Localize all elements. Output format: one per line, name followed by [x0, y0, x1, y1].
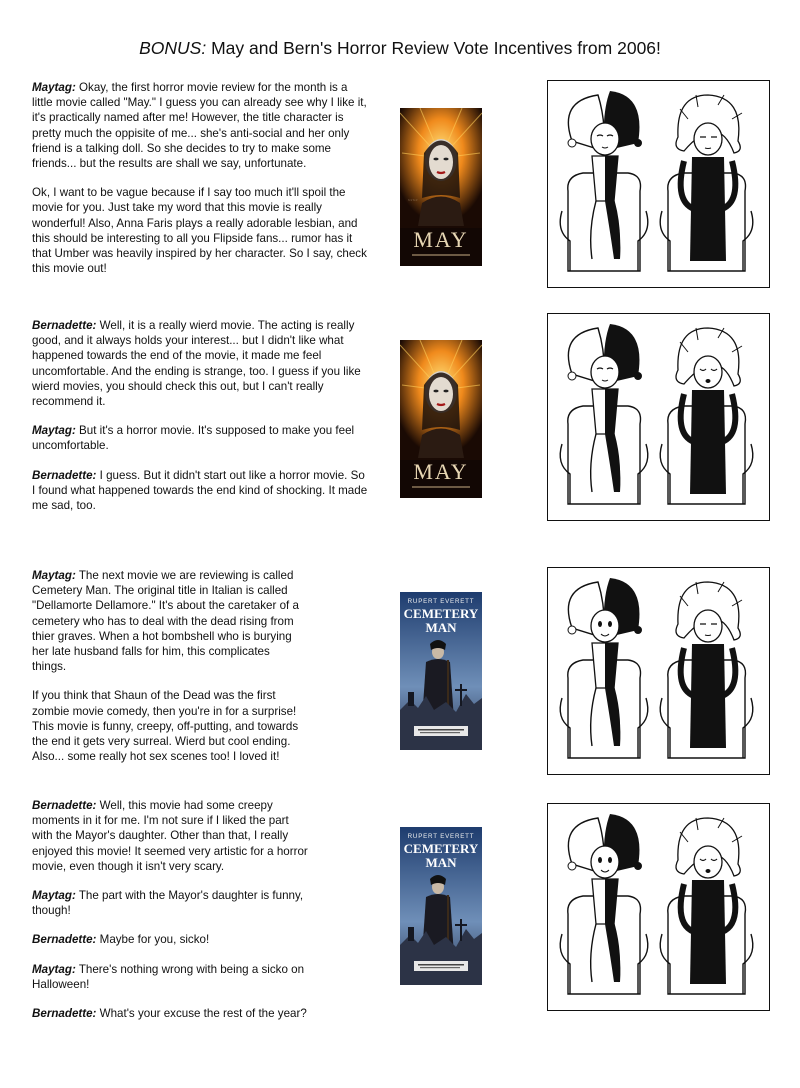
- may-poster-title: MAY: [413, 459, 469, 484]
- paragraph: [32, 1006, 308, 1021]
- paragraph: [32, 798, 308, 874]
- paragraph-text: The part with the Mayor's daughter is funny, though!: [32, 889, 304, 918]
- paragraph: [32, 185, 368, 276]
- paragraph: [32, 962, 308, 992]
- speaker-label: Maytag:: [32, 81, 76, 94]
- comic-characters-illustration: [548, 81, 768, 286]
- cemetery-poster-title-2: MAN: [425, 620, 457, 635]
- paragraph-text: But it's a horror movie. It's supposed to make you feel uncomfortable.: [32, 424, 355, 453]
- speaker-label: Bernadette:: [32, 933, 97, 947]
- page-title: [0, 38, 800, 59]
- paragraph: [32, 80, 368, 171]
- paragraph-text: Well, it is a really wierd movie. The acting is really good, and it always holds your interest... but I didn't like what happened towards the end of the movie, it made me feel uncomfortable. And the ending is strange, too. I guess if you like wierd movies, you should check this out, but I can't really recommend it.: [32, 319, 361, 409]
- comic-characters-illustration: [548, 568, 768, 773]
- review-text-cemetery-bernadette: [32, 798, 308, 1035]
- comic-panel-1: [547, 80, 770, 288]
- svg-text:~ ~ ~ ~: ~ ~ ~ ~: [408, 198, 418, 202]
- title-rest: May and Bern's Horror Review Vote Incentives from 2006!: [211, 38, 661, 58]
- paragraph-text: The next movie we are reviewing is called Cemetery Man. The original title in Italian is called "Dellamorte Dellamore." It's about the caretaker of a cemetery who has to deal with the dead rising from thier graves. When a hot bombshell who is burying her late husband falls for him, this complicates things.: [32, 569, 299, 674]
- paragraph: [32, 932, 308, 947]
- speaker-label: Maytag:: [32, 569, 76, 582]
- comic-characters-illustration: [548, 804, 768, 1009]
- title-bonus: BONUS:: [139, 38, 207, 58]
- review-text-cemetery-maytag: [32, 568, 300, 778]
- paragraph-text: There's nothing wrong with being a sicko on Halloween!: [32, 962, 305, 991]
- may-poster-image: [400, 108, 482, 266]
- cemetery-poster-title-1: CEMETERY: [403, 841, 479, 856]
- speaker-label: Maytag:: [32, 424, 76, 438]
- paragraph-text: Okay, the first horror movie review for the month is a little movie called "May." I guess you can already see why I like it, it's practically named after me! However, the title character is pretty much the oppisite of me... she's anti-social and her only friend is a talking doll. So she decides to try to make some friends... but the results are shall we say, unfortunate.: [32, 81, 367, 171]
- paragraph-text: Maybe for you, sicko!: [96, 933, 210, 947]
- paragraph-text: I guess. But it didn't start out like a horror movie. So I found what happened towards the end kind of shocking. It made me sad, too.: [32, 468, 368, 513]
- paragraph-text: If you think that Shaun of the Dead was the first zombie movie comedy, then you're in for a surprise! This movie is funny, creepy, off-putting, and towards the end it gets very surreal. Wierd but cool ending. Also... some really hot sex scenes too! I loved it!: [32, 689, 299, 764]
- may-poster-title: MAY: [413, 227, 469, 252]
- comic-panel-4: [547, 803, 770, 1011]
- speaker-label: Bernadette:: [32, 1007, 97, 1021]
- comic-panel-2: [547, 313, 770, 521]
- paragraph: [32, 568, 300, 674]
- comic-panel-3: [547, 567, 770, 775]
- cemetery-poster-actor: RUPERT EVERETT: [407, 833, 475, 840]
- speaker-label: Bernadette:: [32, 319, 97, 332]
- paragraph-text: Ok, I want to be vague because if I say too much it'll spoil the movie for you. Just take my word that this movie is really wonderful! Also, Anna Faris plays a really adorable lesbian, and this should be interesting to all you Flipside fans... rumor has it that Umber was heavily inspired by her character. So I say, check this movie out!: [32, 186, 367, 276]
- cemetery-poster-actor: RUPERT EVERETT: [407, 598, 475, 605]
- cemetery-man-poster-image: [400, 827, 482, 985]
- speaker-label: Bernadette:: [32, 468, 97, 482]
- cemetery-poster-title-2: MAN: [425, 855, 457, 870]
- paragraph-text: Well, this movie had some creepy moments in it for me. I'm not sure if I liked the part with the Mayor's daughter. Other than that, I really enjoyed this movie! It seemed very artistic for a horror movie, even though it isn't very scary.: [32, 799, 308, 873]
- paragraph: [32, 688, 300, 764]
- review-text-may-bernadette: [32, 318, 368, 527]
- comic-characters-illustration: [548, 314, 768, 519]
- speaker-label: Maytag:: [32, 962, 76, 976]
- paragraph: [32, 468, 368, 514]
- paragraph: [32, 318, 368, 409]
- speaker-label: Maytag:: [32, 889, 76, 903]
- cemetery-poster-title-1: CEMETERY: [403, 606, 479, 621]
- cemetery-man-poster-image: [400, 592, 482, 750]
- may-poster-image: [400, 340, 482, 498]
- speaker-label: Bernadette:: [32, 799, 97, 812]
- paragraph: [32, 888, 308, 918]
- paragraph-text: What's your excuse the rest of the year?: [96, 1007, 307, 1021]
- paragraph: [32, 423, 368, 453]
- review-text-may-maytag: [32, 80, 368, 290]
